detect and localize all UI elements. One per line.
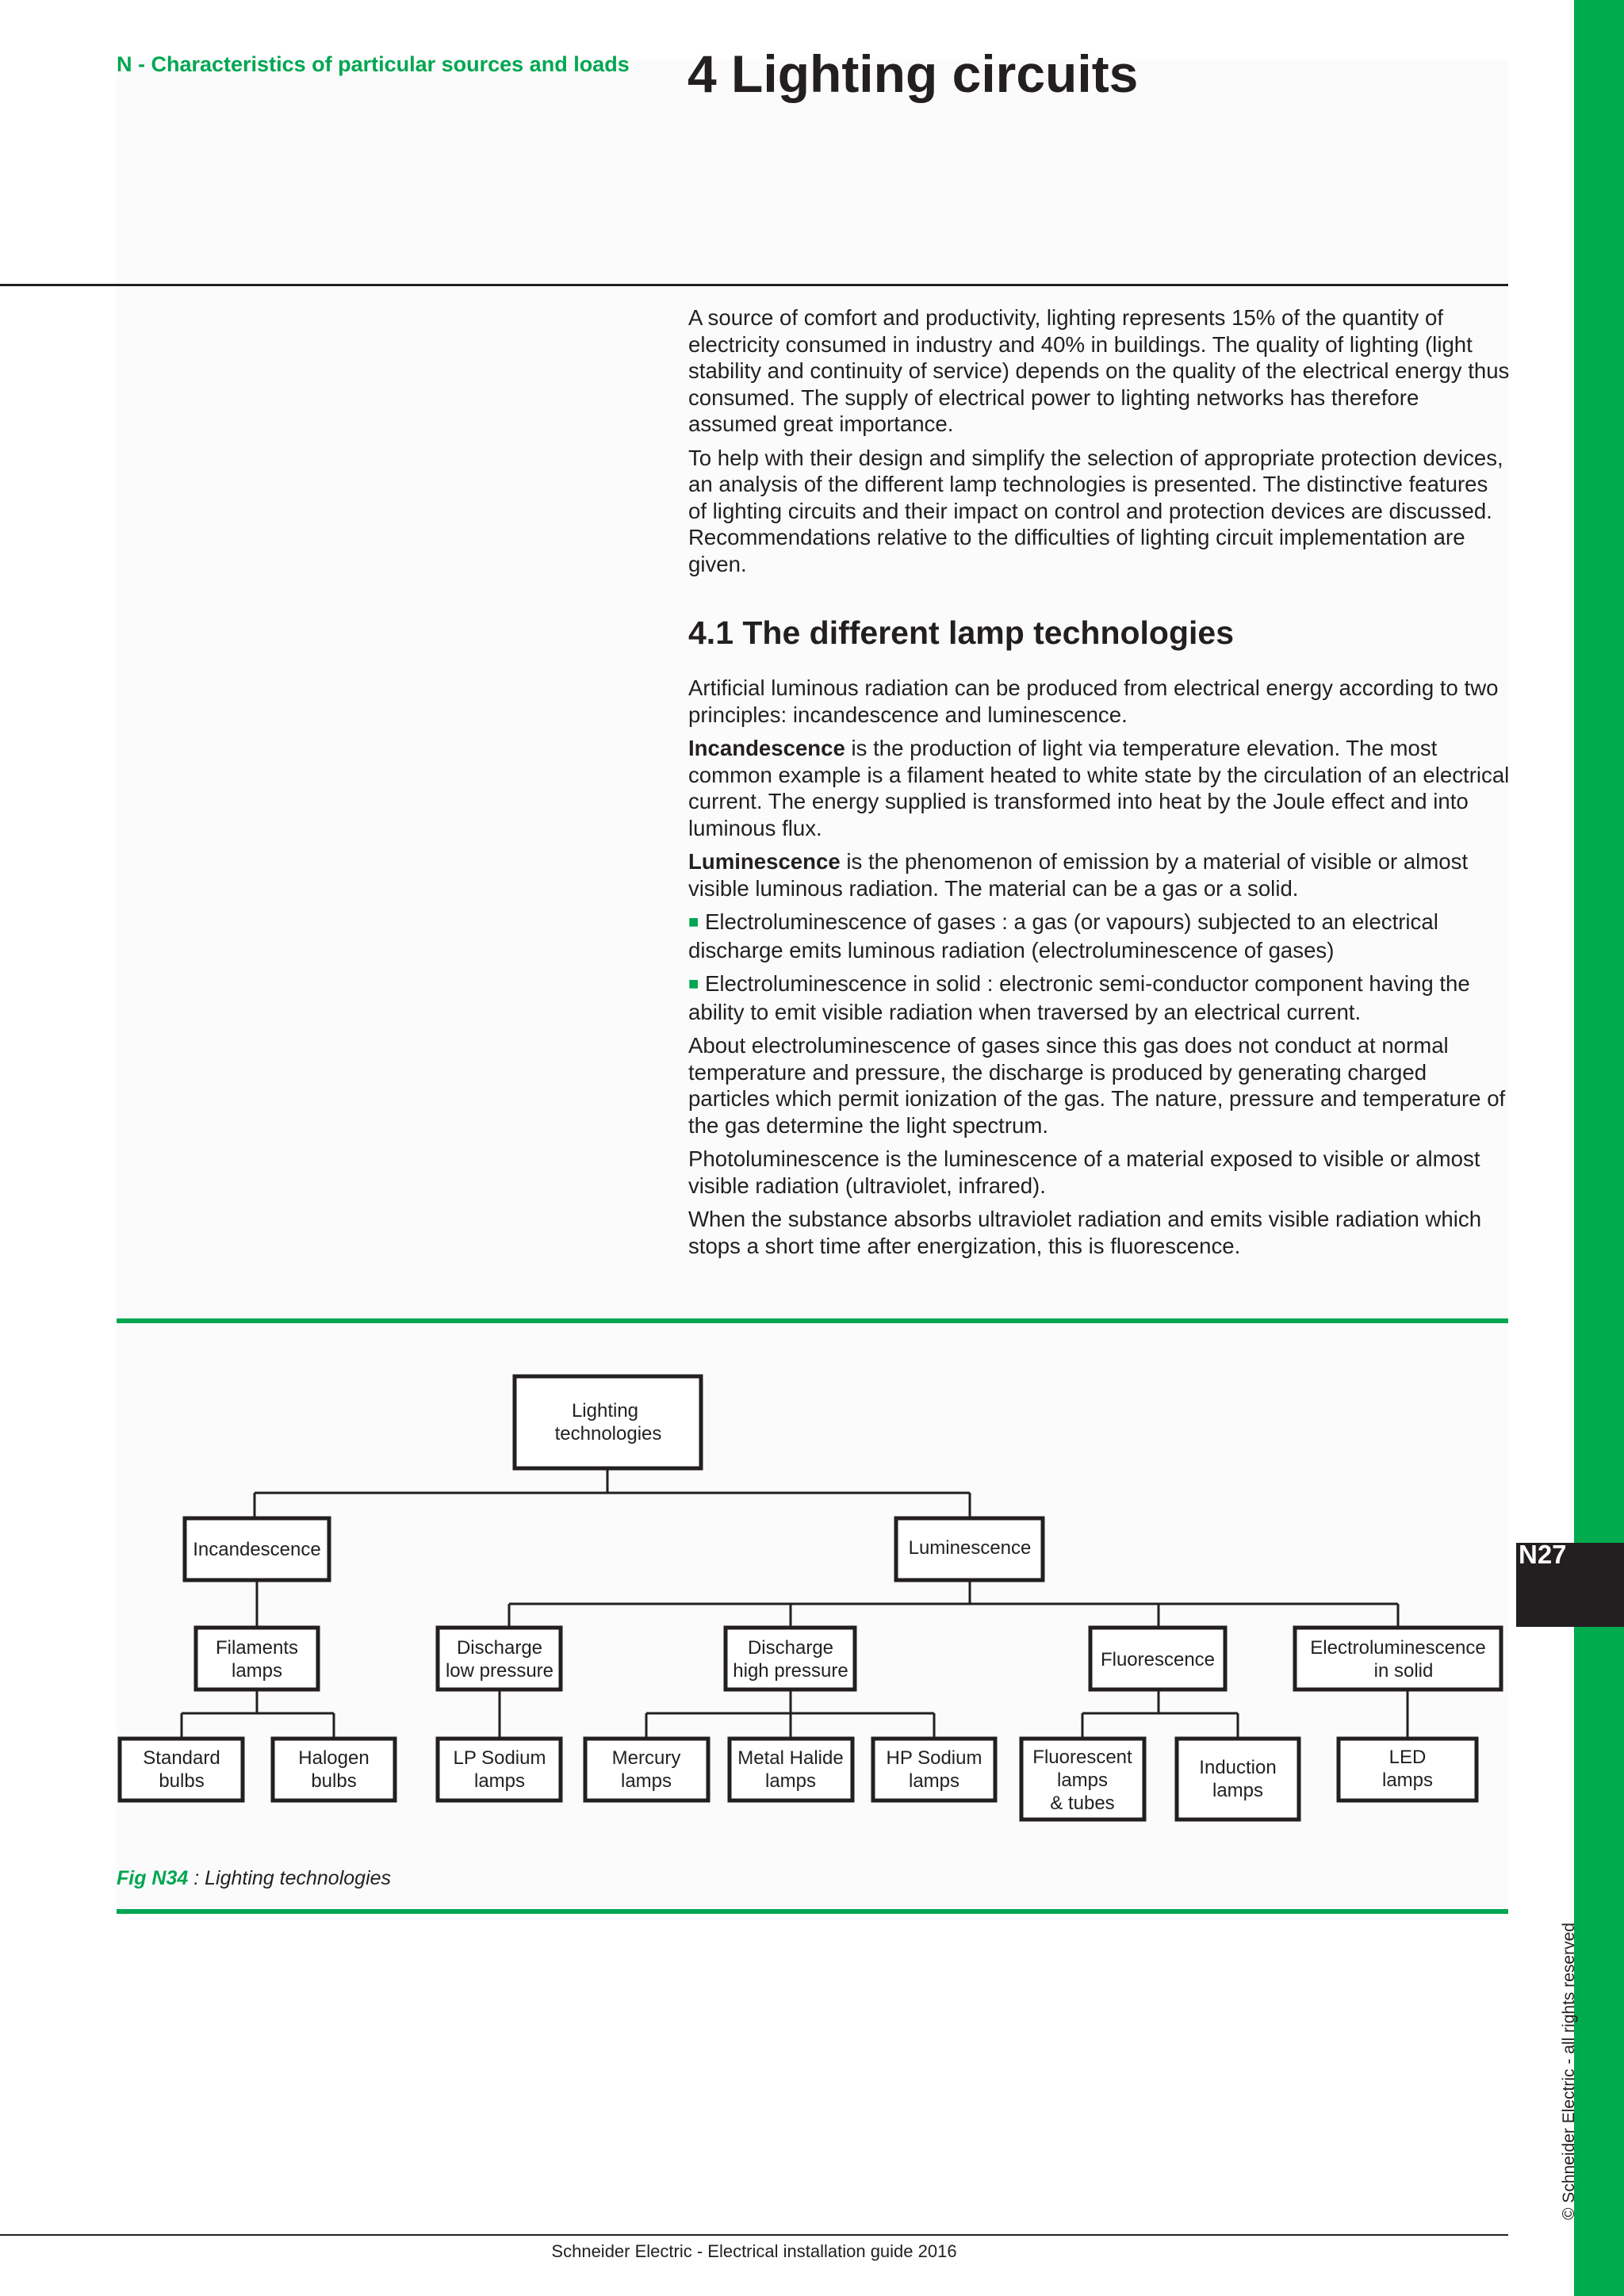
figure-top-rule [117, 1318, 1508, 1323]
label-discharge-low-2: low pressure [445, 1660, 554, 1682]
label-lighting-technologies-1: Lighting [571, 1400, 639, 1422]
label-metal-halide-1: Metal Halide [737, 1747, 844, 1769]
footer-text: Schneider Electric - Electrical installation guide 2016 [551, 2241, 957, 2261]
label-led-1: LED [1388, 1747, 1427, 1768]
section-paragraph-6: When the substance absorbs ultraviolet radiation and emits visible radiation which stops a short time after energization, this is fluorescence. [688, 1207, 1482, 1258]
section-paragraph-4: About electroluminescence of gases since this gas does not conduct at normal temperature and pressure, the discharge is produced by generating charged particles which permit ionization of the gas. The nature, pressure and temperature of the gas determine the light spectrum. [688, 1033, 1506, 1138]
label-discharge-low-1: Discharge [456, 1637, 543, 1659]
label-standard-1: Standard [143, 1747, 220, 1769]
label-metal-halide-2: lamps [764, 1770, 817, 1792]
luminescence-paragraph [688, 848, 1511, 901]
label-lighting-technologies-2: technologies [554, 1423, 662, 1445]
label-hp-sodium-1: HP Sodium [886, 1747, 982, 1769]
bullet-square-icon: ■ [688, 974, 699, 993]
section-paragraph-5: Photoluminescence is the luminescence of a material exposed to visible or almost visible radiation (ultraviolet, infrared). [688, 1146, 1480, 1198]
label-led-2: lamps [1381, 1770, 1434, 1791]
label-filaments-2: lamps [231, 1660, 283, 1682]
incandescence-paragraph [688, 735, 1511, 841]
side-color-bar [1574, 0, 1624, 2296]
label-filaments-1: Filaments [215, 1637, 299, 1659]
figure-caption [117, 1867, 391, 1890]
label-hp-sodium-2: lamps [908, 1770, 960, 1792]
label-incandescence: Incandescence [193, 1539, 321, 1560]
label-induction-1: Induction [1199, 1757, 1277, 1778]
bullet-solid [688, 970, 1511, 1025]
label-electroluminescence-2: in solid [1373, 1660, 1434, 1682]
intro-paragraph-2: To help with their design and simplify the selection of appropriate protection devices, an analysis of the different lamp technologies is presented. The distinctive features of lighting circuits and their impact on control and protection devices are discussed. Recommendations relative to the difficulties of lighting circuit implementation are given. [688, 445, 1503, 576]
bullet-square-icon: ■ [688, 912, 699, 932]
footer-divider [0, 2234, 1508, 2236]
luminescence-term: Luminescence [688, 849, 841, 874]
bullet-solid-text: Electroluminescence in solid : electronic semi-conductor component having the ability to emit visible radiation when traversed by an electrical current. [688, 971, 1470, 1024]
header-divider [0, 284, 1508, 286]
page-number: N27 [1519, 1540, 1567, 1569]
box-induction-lamps [1177, 1739, 1299, 1820]
label-halogen-1: Halogen [298, 1747, 370, 1769]
incandescence-definition: is the production of light via temperature elevation. The most common example is a filament heated to white state by the circulation of an electrical current. The energy supplied is transformed into heat by the Joule effect and into luminous flux. [688, 736, 1510, 840]
incandescence-term: Incandescence [688, 736, 845, 760]
figure-number: Fig N34 [117, 1867, 189, 1889]
label-luminescence: Luminescence [908, 1537, 1032, 1559]
copyright-notice: © Schneider Electric - all rights reserved [1560, 1923, 1578, 2220]
label-discharge-high-1: Discharge [747, 1637, 834, 1659]
label-fluorescent-2: lamps [1056, 1770, 1109, 1791]
label-halogen-2: bulbs [311, 1770, 357, 1792]
label-induction-2: lamps [1212, 1780, 1264, 1801]
label-mercury-1: Mercury [611, 1747, 681, 1769]
intro-paragraph-1: A source of comfort and productivity, lighting represents 15% of the quantity of electricity consumed in industry and 40% in buildings. The quality of lighting (light stability and continuity of service) depends on the quality of the electrical energy thus consumed. The supply of electrical power to lighting networks has therefore assumed great importance. [688, 305, 1510, 436]
lighting-technologies-diagram [0, 1348, 1508, 1855]
luminescence-definition: is the phenomenon of emission by a material of visible or almost visible luminous radiation. The material can be a gas or a solid. [688, 849, 1469, 901]
figure-bottom-rule [117, 1909, 1508, 1914]
bullet-gases-text: Electroluminescence of gases : a gas (or vapours) subjected to an electrical discharge emits luminous radiation (electroluminescence of gases) [688, 909, 1438, 962]
label-fluorescent-1: Fluorescent [1032, 1747, 1132, 1768]
label-lp-sodium-2: lamps [473, 1770, 526, 1792]
label-fluorescence: Fluorescence [1100, 1649, 1216, 1670]
label-mercury-2: lamps [620, 1770, 672, 1792]
section-title: 4.1 The different lamp technologies [688, 614, 1235, 651]
section-body [688, 675, 1511, 1266]
label-fluorescent-3: & tubes [1050, 1793, 1115, 1814]
intro-text [688, 304, 1511, 584]
bullet-gases [688, 909, 1511, 963]
label-standard-2: bulbs [159, 1770, 205, 1792]
diagram-connectors [182, 1468, 1408, 1739]
label-lp-sodium-1: LP Sodium [453, 1747, 546, 1769]
section-label: N - Characteristics of particular sources and loads [117, 52, 630, 76]
label-discharge-high-2: high pressure [733, 1660, 848, 1682]
box-lighting-technologies [515, 1376, 701, 1468]
figure-caption-text: : Lighting technologies [188, 1867, 392, 1889]
section-paragraph-1: Artificial luminous radiation can be produced from electrical energy according to two principles: incandescence and luminescence. [688, 675, 1499, 727]
label-electroluminescence-1: Electroluminescence [1310, 1637, 1486, 1659]
chapter-title: 4 Lighting circuits [688, 44, 1139, 103]
